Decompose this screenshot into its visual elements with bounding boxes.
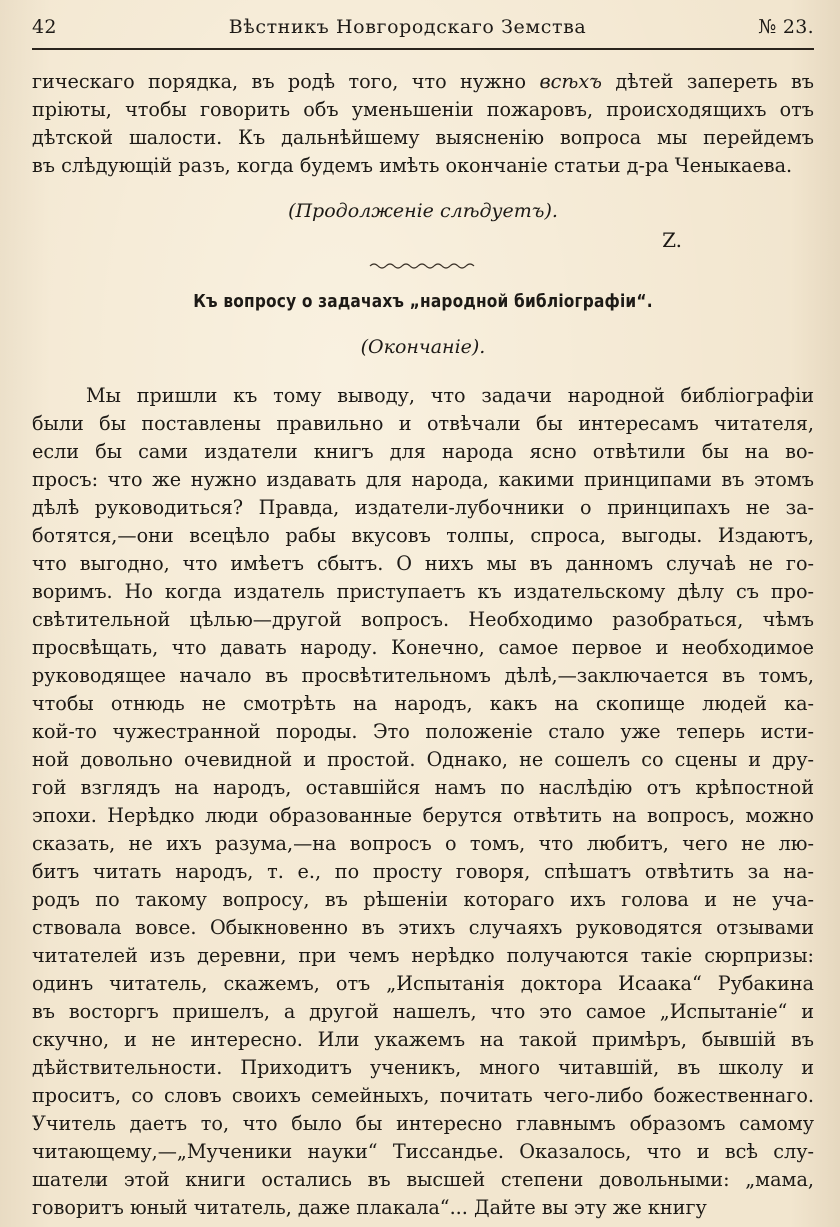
text-line: если бы сами издатели книгъ для народа ясно отвѣтили бы на во- [32,440,814,463]
text-line: просъ: что же нужно издавать для народа, какими принципами въ этомъ [32,468,814,491]
text-line: говоритъ юный читатель, даже плакала“... Дайте вы эту же книгу [32,1196,707,1219]
text-line: ботятся,—они всецѣло рабы вкусовъ толпы, спроса, выгоды. Издаютъ, [32,524,814,547]
text-line: были бы поставлены правильно и отвѣчали бы интересамъ читателя, [32,412,814,435]
article-subtitle: (Окончаніе). [360,336,486,358]
text-line: шатели этой книги остались въ высшей степени довольными: „мама, [32,1168,814,1191]
text-line: въ восторгъ пришелъ, а другой нашелъ, что это самое „Испытаніе“ и [32,1000,814,1023]
ink-smudge [94,1180,100,1184]
text-line: читающему,—„Мученики науки“ Тиссандье. Оказалось, что и всѣ слу- [32,1140,814,1163]
continued-note: (Продолженіе слѣдуетъ). [288,200,558,222]
text-line: воримъ. Но когда издатель приступаетъ къ издательскому дѣлу съ про- [32,580,814,603]
page-number: 42 [32,16,57,38]
article-body [32,382,814,1222]
emphasis: всѣхъ [539,70,602,93]
text-line: Мы пришли къ тому выводу, что задачи народной библіографіи [86,384,814,407]
section-divider [32,260,814,274]
text-line: гой взглядъ на народъ, оставшійся намъ по наслѣдію отъ крѣпостной [32,776,814,799]
text-line: гическаго порядка, въ родѣ того, что нужно всѣхъ дѣтей запереть въ [32,70,815,93]
journal-title: Вѣстникъ Новгородскаго Земства [228,16,587,38]
text-line: читателей изъ деревни, при чемъ нерѣдко получаются такіе сюрпризы: [32,944,814,967]
text-line: дѣтской шалости. Къ дальнѣйшему выясненію вопроса мы перейдемъ [32,126,814,149]
text-line: битъ читать народъ, т. е., по просту говоря, спѣшатъ отвѣтить за на- [32,860,814,883]
text-line: свѣтительной цѣлью—другой вопросъ. Необходимо разобраться, чѣмъ [32,608,814,631]
text-line: что выгодно, что имѣетъ сбытъ. О нихъ мы въ данномъ случаѣ не го- [32,552,814,575]
text-line: Учитель даетъ то, что было бы интересно главнымъ образомъ самому [32,1112,814,1135]
text-line: кой-то чужестранной породы. Это положеніе стало уже теперь исти- [32,720,814,743]
text-line: ной довольно очевидной и простой. Однако, не сошелъ со сцены и дру- [32,748,814,771]
text-line: родъ по такому вопросу, въ рѣшеніи котораго ихъ голова и не уча- [32,888,814,911]
text-line: въ слѣдующій разъ, когда будемъ имѣть окончаніе статьи д-ра Ченыкаева. [32,154,793,177]
wavy-divider-ornament [368,260,478,272]
author-signature: Z. [662,228,682,252]
text-line: дѣлѣ руководиться? Правда, издатели-лубочники о принципахъ не за- [32,496,814,519]
running-header [32,16,814,46]
previous-article-tail [32,68,814,180]
text-line: руководящее начало въ просвѣтительномъ дѣлѣ,—заключается въ томъ, [32,664,814,687]
header-rule [32,48,814,50]
article-title: Къ вопросу о задачахъ „народной библіографіи“. [193,292,653,312]
text-line: просвѣщать, что давать народу. Конечно, самое первое и необходимое [32,636,814,659]
issue-number: № 23. [758,16,814,38]
text-line: дѣйствительности. Приходитъ ученикъ, много читавшій, въ школу и [32,1056,814,1079]
text-line: пріюты, чтобы говорить объ уменьшеніи пожаровъ, происходящихъ отъ [32,98,814,121]
text-line: сказать, не ихъ разума,—на вопросъ о томъ, что любитъ, чего не лю- [32,832,814,855]
text-line: проситъ, со словъ своихъ семейныхъ, почитать чего-либо божественнаго. [32,1084,814,1107]
text-line: ствовала вовсе. Обыкновенно въ этихъ случаяхъ руководятся отзывами [32,916,814,939]
text-line: эпохи. Нерѣдко люди образованные берутся отвѣтить на вопросъ, можно [32,804,814,827]
text-line: чтобы отнюдь не смотрѣть на народъ, какъ на скопище людей ка- [32,692,814,715]
text-line: скучно, и не интересно. Или укажемъ на такой примѣръ, бывшій въ [32,1028,814,1051]
text-line: одинъ читатель, скажемъ, отъ „Испытанія доктора Исаака“ Рубакина [32,972,814,995]
